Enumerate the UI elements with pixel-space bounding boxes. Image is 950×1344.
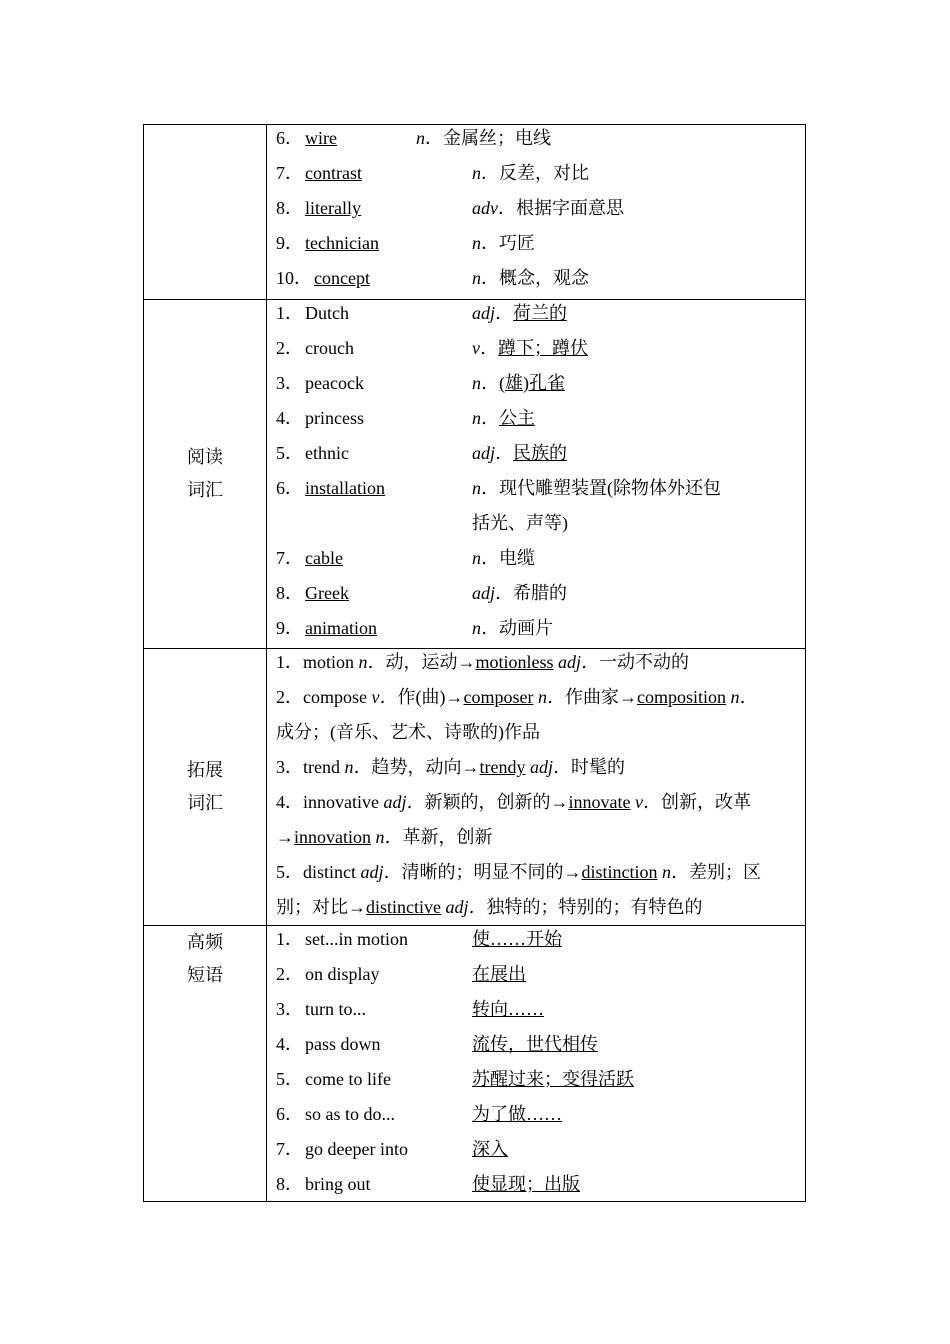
list-item [276, 576, 805, 611]
vocab-word: cable [305, 548, 343, 568]
item-number: 4． [276, 1034, 303, 1054]
list-item [276, 121, 805, 156]
vocab-word: princess [305, 408, 364, 428]
list-item-continued [276, 506, 805, 541]
vocab-word: Dutch [305, 303, 349, 323]
list-item [276, 296, 805, 331]
item-number: 5． [276, 443, 303, 463]
label-line: 词汇 [187, 480, 223, 501]
text-line: 2．compose v．作(曲)→composer n．作曲家→composition n． [276, 687, 758, 707]
phrase-meaning: 转向…… [472, 999, 544, 1019]
label-line: 高频 [187, 932, 223, 953]
section-continued [144, 125, 805, 299]
vocab-word: crouch [305, 338, 354, 358]
phrase: pass down [305, 1034, 381, 1054]
list-item [276, 611, 805, 646]
vocab-word: installation [305, 478, 385, 498]
list-item [276, 331, 805, 366]
text-line: 成分；(音乐、艺术、诗歌的)作品 [276, 722, 540, 742]
list-item [276, 992, 805, 1027]
vocabulary-table [143, 124, 806, 1202]
phrase-meaning: 流传，世代相传 [472, 1034, 598, 1054]
section-content [276, 296, 805, 646]
section-extended-vocabulary [144, 648, 805, 925]
item-number: 2． [276, 964, 303, 984]
text-line: 5．distinct adj．清晰的；明显不同的→distinction n．差别；区 [276, 862, 762, 882]
phrase-meaning: 深入 [472, 1139, 508, 1159]
item-number: 5． [276, 1069, 303, 1089]
label-line: 词汇 [187, 793, 223, 814]
phrase: turn to... [305, 999, 366, 1019]
item-number: 1． [276, 929, 303, 949]
item-number: 8． [276, 198, 303, 218]
definition: n．金属丝；电线 [416, 128, 551, 148]
section-label [144, 926, 267, 1201]
vocab-word: technician [305, 233, 379, 253]
definition: n．巧匠 [472, 233, 535, 253]
item-number: 3． [276, 999, 303, 1019]
text-line: 3．trend n．趋势，动向→trendy adj．时髦的 [276, 757, 625, 777]
vocab-word: wire [305, 128, 337, 148]
item-number: 7． [276, 163, 303, 183]
vocab-word: contrast [305, 163, 362, 183]
definition: n．概念，观念 [472, 268, 589, 288]
list-item [276, 436, 805, 471]
phrase: bring out [305, 1174, 371, 1194]
phrase: set...in motion [305, 929, 408, 949]
section-label-empty [144, 125, 267, 299]
item-number: 10． [276, 268, 312, 288]
list-item [276, 191, 805, 226]
vocab-word: Greek [305, 583, 349, 603]
definition: n．(雄)孔雀 [472, 373, 565, 393]
list-item [276, 366, 805, 401]
list-item [276, 957, 805, 992]
item-number: 3． [276, 373, 303, 393]
section-reading-vocabulary [144, 299, 805, 648]
item-number: 4． [276, 408, 303, 428]
definition: adj．荷兰的 [472, 303, 568, 323]
vocab-word: concept [314, 268, 370, 288]
section-content [276, 922, 805, 1202]
definition: adj．希腊的 [472, 583, 568, 603]
list-item [276, 401, 805, 436]
label-line: 短语 [187, 965, 223, 986]
item-number: 6． [276, 1104, 303, 1124]
item-number: 6． [276, 478, 303, 498]
phrase-meaning: 使显现；出版 [472, 1174, 580, 1194]
text-line: 1．motion n．动，运动→motionless adj．一动不动的 [276, 652, 690, 672]
phrase-meaning: 为了做…… [472, 1104, 562, 1124]
definition: n．现代雕塑装置(除物体外还包 [472, 478, 721, 498]
definition-continued: 括光、声等) [472, 513, 568, 533]
definition: v．蹲下；蹲伏 [472, 338, 588, 358]
label-line: 拓展 [187, 760, 223, 781]
list-item [276, 1097, 805, 1132]
item-number: 2． [276, 338, 303, 358]
list-item [276, 1027, 805, 1062]
phrase: on display [305, 964, 380, 984]
definition: adv．根据字面意思 [472, 198, 624, 218]
section-content [276, 121, 805, 296]
section-content [276, 645, 796, 925]
text-line: →innovation n．革新，创新 [276, 827, 493, 847]
phrase: so as to do... [305, 1104, 395, 1124]
item-number: 8． [276, 1174, 303, 1194]
list-item [276, 541, 805, 576]
definition: adj．民族的 [472, 443, 568, 463]
list-item [276, 1167, 805, 1202]
section-label [144, 300, 267, 648]
section-frequent-phrases [144, 925, 805, 1201]
phrase-meaning: 使……开始 [472, 929, 562, 949]
text-line: 4．innovative adj．新颖的，创新的→innovate v．创新，改革 [276, 792, 751, 812]
list-item [276, 226, 805, 261]
phrase: go deeper into [305, 1139, 408, 1159]
definition: n．反差，对比 [472, 163, 589, 183]
list-item [276, 922, 805, 957]
list-item [276, 1132, 805, 1167]
list-item [276, 156, 805, 191]
vocab-word: animation [305, 618, 377, 638]
vocab-word: literally [305, 198, 361, 218]
phrase-meaning: 在展出 [472, 964, 526, 984]
definition: n．动画片 [472, 618, 553, 638]
text-line: 别；对比→distinctive adj．独特的；特别的；有特色的 [276, 897, 703, 917]
list-item [276, 261, 805, 296]
vocab-word: peacock [305, 373, 364, 393]
list-item [276, 1062, 805, 1097]
item-number: 6． [276, 128, 303, 148]
item-number: 9． [276, 233, 303, 253]
item-number: 7． [276, 548, 303, 568]
definition: n．公主 [472, 408, 535, 428]
item-number: 1． [276, 303, 303, 323]
section-label [144, 649, 267, 925]
item-number: 7． [276, 1139, 303, 1159]
phrase-meaning: 苏醒过来；变得活跃 [472, 1069, 634, 1089]
vocab-word: ethnic [305, 443, 349, 463]
definition: n．电缆 [472, 548, 535, 568]
item-number: 9． [276, 618, 303, 638]
list-item [276, 471, 805, 506]
item-number: 8． [276, 583, 303, 603]
label-line: 阅读 [187, 447, 223, 468]
phrase: come to life [305, 1069, 391, 1089]
